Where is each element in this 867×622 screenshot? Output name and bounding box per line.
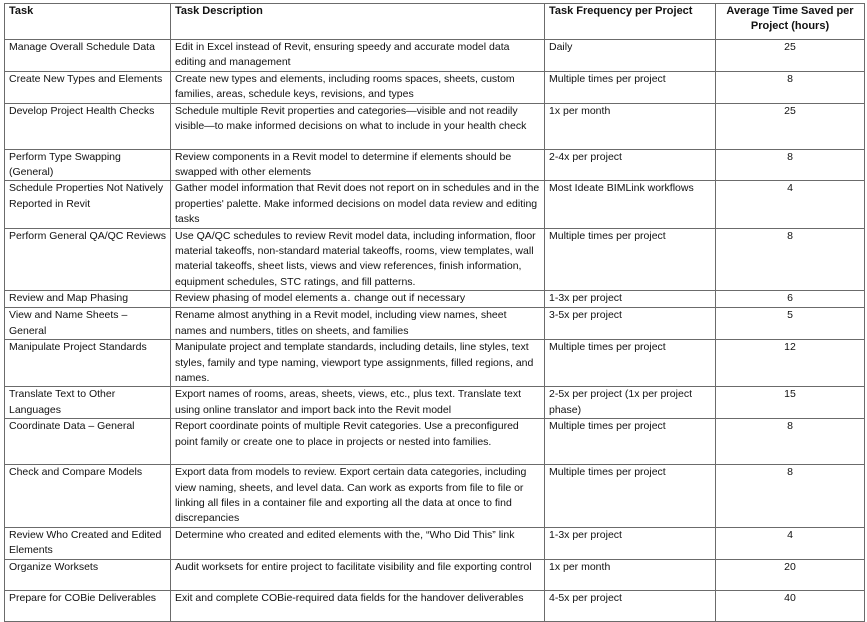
task-cell: Coordinate Data – General bbox=[5, 419, 171, 465]
task-cell: Perform General QA/QC Reviews bbox=[5, 228, 171, 291]
description-cell: Review phasing of model elements a . change out if necessary bbox=[171, 291, 545, 308]
table-row bbox=[5, 181, 865, 228]
time-saved-cell: 8 bbox=[716, 71, 865, 103]
time-saved-cell: 25 bbox=[716, 40, 865, 72]
header-description: Task Description bbox=[171, 4, 545, 40]
description-cell: Rename almost anything in a Revit model, including view names, sheet names and numbers, titles on sheets, and families bbox=[171, 308, 545, 340]
description-cell: Review components in a Revit model to determine if elements should be swapped with other elements bbox=[171, 149, 545, 181]
frequency-cell: 3-5x per project bbox=[545, 308, 716, 340]
table-row bbox=[5, 308, 865, 340]
description-cell: Report coordinate points of multiple Revit categories. Use a preconfigured point family or create one to place in projects or nested into families. bbox=[171, 419, 545, 465]
time-saved-cell: 8 bbox=[716, 419, 865, 465]
time-saved-cell: 4 bbox=[716, 527, 865, 559]
description-cell: Exit and complete COBie-required data fields for the handover deliverables bbox=[171, 590, 545, 621]
time-saved-cell: 12 bbox=[716, 340, 865, 387]
description-cell: Manipulate project and template standards, including details, line styles, text styles, family and type naming, viewport type assignments, filled regions, and names. bbox=[171, 340, 545, 387]
time-saved-cell: 4 bbox=[716, 181, 865, 228]
table-row bbox=[5, 228, 865, 291]
frequency-cell: Multiple times per project bbox=[545, 419, 716, 465]
task-cell: Schedule Properties Not Natively Reported in Revit bbox=[5, 181, 171, 228]
table-row bbox=[5, 559, 865, 590]
task-cell: Prepare for COBie Deliverables bbox=[5, 590, 171, 621]
header-task: Task bbox=[5, 4, 171, 40]
time-saved-cell: 8 bbox=[716, 228, 865, 291]
time-saved-cell: 40 bbox=[716, 590, 865, 621]
header-time-saved: Average Time Saved per Project (hours) bbox=[716, 4, 865, 40]
task-cell: Review Who Created and Edited Elements bbox=[5, 527, 171, 559]
frequency-cell: Multiple times per project bbox=[545, 340, 716, 387]
table-row bbox=[5, 465, 865, 528]
task-cell: Check and Compare Models bbox=[5, 465, 171, 528]
description-cell: Gather model information that Revit does not report on in schedules and in the properties' palette. Make informed decisions on model data review and editing tasks bbox=[171, 181, 545, 228]
table-row bbox=[5, 71, 865, 103]
table-row bbox=[5, 291, 865, 308]
frequency-cell: 1-3x per project bbox=[545, 291, 716, 308]
frequency-cell: 2-4x per project bbox=[545, 149, 716, 181]
frequency-cell: 1x per month bbox=[545, 559, 716, 590]
frequency-cell: 1-3x per project bbox=[545, 527, 716, 559]
task-cell: Manipulate Project Standards bbox=[5, 340, 171, 387]
table-row bbox=[5, 40, 865, 72]
task-cell: Translate Text to Other Languages bbox=[5, 387, 171, 419]
time-saved-cell: 5 bbox=[716, 308, 865, 340]
frequency-cell: 2-5x per project (1x per project phase) bbox=[545, 387, 716, 419]
frequency-cell: 1x per month bbox=[545, 103, 716, 149]
table-row bbox=[5, 590, 865, 621]
frequency-cell: 4-5x per project bbox=[545, 590, 716, 621]
task-cell: View and Name Sheets – General bbox=[5, 308, 171, 340]
description-cell: Export names of rooms, areas, sheets, views, etc., plus text. Translate text using online translator and import back into the Revit model bbox=[171, 387, 545, 419]
header-row bbox=[5, 4, 865, 40]
time-saved-cell: 8 bbox=[716, 465, 865, 528]
time-saved-cell: 15 bbox=[716, 387, 865, 419]
frequency-cell: Multiple times per project bbox=[545, 228, 716, 291]
frequency-cell: Daily bbox=[545, 40, 716, 72]
table-row bbox=[5, 419, 865, 465]
frequency-cell: Multiple times per project bbox=[545, 465, 716, 528]
task-cell: Manage Overall Schedule Data bbox=[5, 40, 171, 72]
table-row bbox=[5, 387, 865, 419]
frequency-cell: Multiple times per project bbox=[545, 71, 716, 103]
description-cell: Schedule multiple Revit properties and categories—visible and not readily visible—to make informed decisions on what to include in your health check bbox=[171, 103, 545, 149]
table-row bbox=[5, 103, 865, 149]
description-cell: Edit in Excel instead of Revit, ensuring speedy and accurate model data editing and management bbox=[171, 40, 545, 72]
task-table bbox=[4, 3, 865, 622]
table-row bbox=[5, 340, 865, 387]
time-saved-cell: 25 bbox=[716, 103, 865, 149]
task-cell: Perform Type Swapping (General) bbox=[5, 149, 171, 181]
time-saved-cell: 20 bbox=[716, 559, 865, 590]
table-row bbox=[5, 527, 865, 559]
description-cell: Use QA/QC schedules to review Revit model data, including information, floor material takeoffs, non-standard material takeoffs, rooms, view templates, wall material takeoffs, sheet lists, views and view references, finish information, equipment schedules, STC ratings, and fill patterns. bbox=[171, 228, 545, 291]
task-cell: Review and Map Phasing bbox=[5, 291, 171, 308]
time-saved-cell: 8 bbox=[716, 149, 865, 181]
description-cell: Export data from models to review. Export certain data categories, including view naming, sheets, and level data. Can work as exports from file to file or linking all files in a container file and exporting all the data at once to find discrepancies bbox=[171, 465, 545, 528]
description-cell: Audit worksets for entire project to facilitate visibility and file exporting control bbox=[171, 559, 545, 590]
table-row bbox=[5, 149, 865, 181]
description-cell: Create new types and elements, including rooms spaces, sheets, custom families, areas, schedule keys, revisions, and types bbox=[171, 71, 545, 103]
task-cell: Create New Types and Elements bbox=[5, 71, 171, 103]
task-cell: Organize Worksets bbox=[5, 559, 171, 590]
frequency-cell: Most Ideate BIMLink workflows bbox=[545, 181, 716, 228]
header-frequency: Task Frequency per Project bbox=[545, 4, 716, 40]
description-cell: Determine who created and edited elements with the, “Who Did This” link bbox=[171, 527, 545, 559]
time-saved-cell: 6 bbox=[716, 291, 865, 308]
task-cell: Develop Project Health Checks bbox=[5, 103, 171, 149]
